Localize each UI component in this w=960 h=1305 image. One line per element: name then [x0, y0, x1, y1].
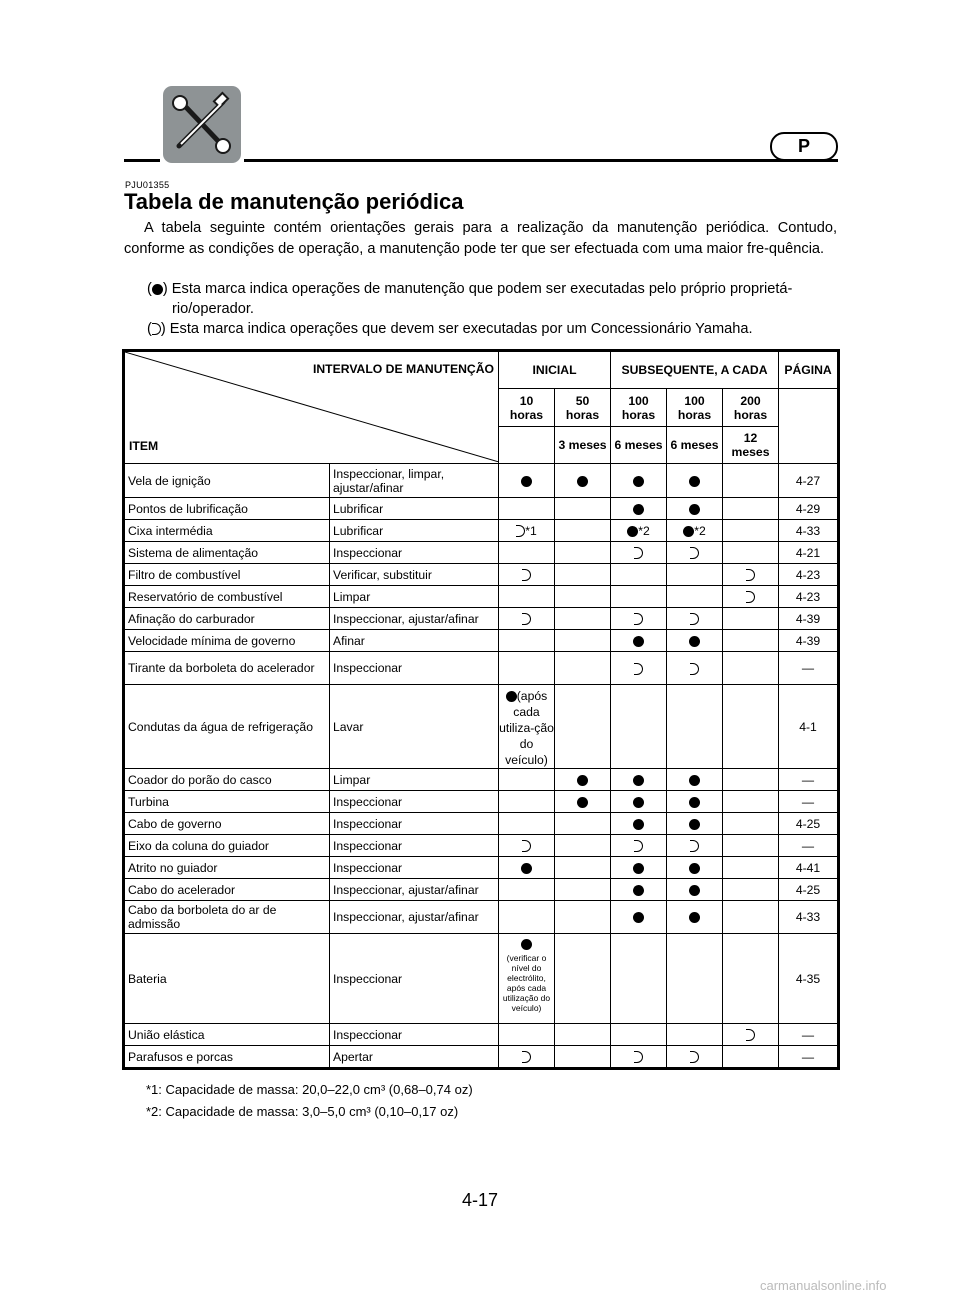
action-cell: Inspeccionar	[330, 1024, 499, 1046]
interval-cell	[555, 608, 611, 630]
interval-cell	[499, 1024, 555, 1046]
open-circle-icon	[746, 569, 755, 581]
action-cell: Inspeccionar	[330, 542, 499, 564]
footnote-2: *2: Capacidade de massa: 3,0–5,0 cm³ (0,10–0,17 oz)	[146, 1104, 459, 1119]
interval-cell	[499, 542, 555, 564]
interval-cell	[723, 835, 779, 857]
filled-circle-icon	[577, 797, 588, 808]
item-cell: Cabo de governo	[125, 813, 330, 835]
open-circle-icon	[152, 323, 161, 335]
interval-cell	[499, 586, 555, 608]
interval-cell	[611, 934, 667, 1024]
table-row	[125, 464, 838, 498]
interval-cell	[555, 879, 611, 901]
interval-cell	[499, 813, 555, 835]
page-ref-cell: —	[779, 1024, 838, 1046]
filled-circle-icon	[633, 636, 644, 647]
page-ref-cell: 4-1	[779, 685, 838, 769]
interval-cell	[667, 498, 723, 520]
interval-cell	[499, 685, 555, 769]
page-ref-cell: —	[779, 769, 838, 791]
open-circle-icon	[634, 840, 643, 852]
open-circle-icon	[634, 613, 643, 625]
interval-cell	[611, 901, 667, 934]
interval-cell	[555, 586, 611, 608]
mark-note: (após cada utiliza-ção do veículo)	[499, 689, 554, 767]
interval-cell	[555, 813, 611, 835]
page-title: Tabela de manutenção periódica	[124, 189, 464, 214]
page-ref-cell: 4-25	[779, 879, 838, 901]
page-ref-cell: 4-41	[779, 857, 838, 879]
hours-1: 50 horas	[555, 389, 611, 427]
header-diagonal-cell	[125, 352, 499, 464]
table-row	[125, 685, 838, 769]
legend-owner: ( ) Esta marca indica operações de manutenção que podem ser executadas pelo próprio proprietá-	[147, 281, 793, 297]
interval-cell	[667, 564, 723, 586]
page-ref-cell: 4-39	[779, 630, 838, 652]
page-ref-cell: —	[779, 791, 838, 813]
filled-circle-icon	[633, 476, 644, 487]
interval-cell	[555, 498, 611, 520]
interval-cell	[611, 608, 667, 630]
item-cell: Cabo do acelerador	[125, 879, 330, 901]
interval-cell	[667, 608, 723, 630]
page-ref-cell: 4-27	[779, 464, 838, 498]
page-ref-cell: 4-23	[779, 564, 838, 586]
mark-note: (verificar o nível do electrólito, após cada utilização do veículo)	[502, 953, 551, 1013]
page-ref-cell: 4-33	[779, 520, 838, 542]
filled-circle-icon	[689, 885, 700, 896]
filled-circle-icon	[689, 476, 700, 487]
interval-cell	[667, 769, 723, 791]
interval-cell	[611, 835, 667, 857]
interval-cell	[723, 791, 779, 813]
mark-note: *1	[525, 523, 537, 538]
interval-cell	[611, 879, 667, 901]
filled-circle-icon	[689, 797, 700, 808]
item-cell: Tirante da borboleta do acelerador	[125, 652, 330, 685]
maintenance-table	[124, 351, 838, 1068]
item-cell: Cabo da borboleta do ar de admissão	[125, 901, 330, 934]
interval-cell	[667, 857, 723, 879]
interval-cell	[611, 464, 667, 498]
hours-3: 100 horas	[667, 389, 723, 427]
filled-circle-icon	[633, 819, 644, 830]
interval-cell	[499, 1046, 555, 1068]
interval-cell	[555, 542, 611, 564]
interval-cell	[723, 813, 779, 835]
filled-circle-icon	[633, 912, 644, 923]
interval-cell	[723, 498, 779, 520]
initial-header: INICIAL	[499, 352, 611, 389]
interval-cell	[667, 685, 723, 769]
interval-cell	[723, 608, 779, 630]
subsequent-header: SUBSEQUENTE, A CADA	[611, 352, 779, 389]
action-cell: Inspeccionar, limpar, ajustar/afinar	[330, 464, 499, 498]
interval-cell	[723, 901, 779, 934]
action-cell: Afinar	[330, 630, 499, 652]
open-circle-icon	[522, 569, 531, 581]
filled-circle-icon	[633, 885, 644, 896]
mark-note: *2	[694, 523, 706, 538]
interval-cell	[555, 1046, 611, 1068]
item-cell: Atrito no guiador	[125, 857, 330, 879]
table-row	[125, 586, 838, 608]
open-circle-icon	[690, 1051, 699, 1063]
table-row	[125, 791, 838, 813]
action-cell: Inspeccionar	[330, 835, 499, 857]
interval-cell	[723, 542, 779, 564]
months-2: 6 meses	[611, 427, 667, 464]
interval-cell	[667, 520, 723, 542]
interval-cell	[723, 934, 779, 1024]
table-row	[125, 901, 838, 934]
item-cell: Reservatório de combustível	[125, 586, 330, 608]
interval-cell	[611, 542, 667, 564]
interval-cell	[611, 813, 667, 835]
interval-cell	[499, 564, 555, 586]
table-row	[125, 813, 838, 835]
interval-cell	[499, 498, 555, 520]
footnote-1: *1: Capacidade de massa: 20,0–22,0 cm³ (0,68–0,74 oz)	[146, 1082, 473, 1097]
interval-cell	[499, 652, 555, 685]
page-ref-cell: 4-29	[779, 498, 838, 520]
action-cell: Inspeccionar	[330, 857, 499, 879]
page-header-blank	[779, 389, 838, 464]
table-row	[125, 769, 838, 791]
months-0	[499, 427, 555, 464]
interval-cell	[667, 879, 723, 901]
page-ref-cell: —	[779, 652, 838, 685]
interval-cell	[723, 1046, 779, 1068]
page-ref-cell: 4-23	[779, 586, 838, 608]
interval-cell	[611, 1046, 667, 1068]
interval-cell	[555, 857, 611, 879]
open-circle-icon	[690, 663, 699, 675]
action-cell: Inspeccionar, ajustar/afinar	[330, 879, 499, 901]
action-cell: Inspeccionar	[330, 934, 499, 1024]
action-cell: Lubrificar	[330, 520, 499, 542]
interval-cell	[611, 586, 667, 608]
open-circle-icon	[522, 1051, 531, 1063]
open-circle-icon	[634, 663, 643, 675]
section-code: PJU01355	[125, 180, 170, 190]
action-cell: Limpar	[330, 586, 499, 608]
action-cell: Inspeccionar	[330, 813, 499, 835]
legend-dealer-text: Esta marca indica operações que devem ser executadas por um Concessionário Yamaha.	[169, 321, 753, 337]
interval-cell	[499, 630, 555, 652]
interval-cell	[667, 813, 723, 835]
action-cell: Lavar	[330, 685, 499, 769]
open-circle-icon	[522, 840, 531, 852]
item-cell: Sistema de alimentação	[125, 542, 330, 564]
interval-cell	[499, 464, 555, 498]
filled-circle-icon	[521, 863, 532, 874]
interval-cell	[555, 901, 611, 934]
item-cell: Afinação do carburador	[125, 608, 330, 630]
page-number: 4-17	[461, 1190, 499, 1210]
wrench-screwdriver-icon	[163, 86, 241, 163]
interval-cell	[723, 586, 779, 608]
page-ref-cell: —	[779, 1046, 838, 1068]
watermark: carmanualsonline.info	[760, 1278, 887, 1293]
filled-circle-icon	[633, 775, 644, 786]
open-circle-icon	[746, 1029, 755, 1041]
filled-circle-icon	[521, 939, 532, 950]
interval-cell	[499, 835, 555, 857]
interval-cell	[555, 564, 611, 586]
interval-cell	[667, 652, 723, 685]
filled-circle-icon	[506, 691, 517, 702]
table-row	[125, 652, 838, 685]
interval-cell	[555, 685, 611, 769]
open-circle-icon	[634, 547, 643, 559]
interval-cell	[667, 1024, 723, 1046]
months-3: 6 meses	[667, 427, 723, 464]
item-cell: União elástica	[125, 1024, 330, 1046]
interval-cell	[611, 630, 667, 652]
interval-cell	[723, 857, 779, 879]
page-ref-cell: 4-35	[779, 934, 838, 1024]
action-cell: Limpar	[330, 769, 499, 791]
interval-cell	[723, 564, 779, 586]
page-ref-cell: 4-25	[779, 813, 838, 835]
filled-circle-icon	[683, 526, 694, 537]
item-cell: Cixa intermédia	[125, 520, 330, 542]
interval-cell	[555, 835, 611, 857]
interval-cell	[723, 464, 779, 498]
item-cell: Vela de ignição	[125, 464, 330, 498]
open-circle-icon	[634, 1051, 643, 1063]
filled-circle-icon	[577, 775, 588, 786]
interval-cell	[555, 791, 611, 813]
open-circle-icon	[690, 840, 699, 852]
interval-cell	[555, 652, 611, 685]
filled-circle-icon	[152, 284, 163, 295]
interval-cell	[611, 564, 667, 586]
item-cell: Parafusos e porcas	[125, 1046, 330, 1068]
table-row	[125, 879, 838, 901]
page-ref-cell: 4-21	[779, 542, 838, 564]
interval-cell	[499, 769, 555, 791]
table-row	[125, 835, 838, 857]
filled-circle-icon	[633, 504, 644, 515]
table-row	[125, 542, 838, 564]
item-cell: Coador do porão do casco	[125, 769, 330, 791]
interval-cell	[723, 630, 779, 652]
header-rule-right	[244, 159, 838, 162]
hours-4: 200 horas	[723, 389, 779, 427]
interval-cell	[555, 520, 611, 542]
filled-circle-icon	[577, 476, 588, 487]
table-row	[125, 498, 838, 520]
filled-circle-icon	[689, 863, 700, 874]
item-cell: Bateria	[125, 934, 330, 1024]
legend-dealer: ( ) Esta marca indica operações que devem ser executadas por um Concessionário Yamaha.	[147, 321, 753, 337]
item-cell: Turbina	[125, 791, 330, 813]
interval-cell	[611, 857, 667, 879]
interval-cell	[499, 520, 555, 542]
months-4: 12 meses	[723, 427, 779, 464]
interval-cell	[499, 934, 555, 1024]
table-row	[125, 1046, 838, 1068]
interval-cell	[611, 652, 667, 685]
action-cell: Verificar, substituir	[330, 564, 499, 586]
interval-cell	[667, 630, 723, 652]
interval-cell	[667, 934, 723, 1024]
interval-cell	[667, 1046, 723, 1068]
interval-cell	[667, 542, 723, 564]
hours-2: 100 horas	[611, 389, 667, 427]
action-cell: Apertar	[330, 1046, 499, 1068]
table-row	[125, 520, 838, 542]
interval-cell	[667, 791, 723, 813]
action-cell: Inspeccionar	[330, 652, 499, 685]
interval-cell	[667, 901, 723, 934]
interval-cell	[611, 498, 667, 520]
hours-0: 10 horas	[499, 389, 555, 427]
interval-cell	[499, 901, 555, 934]
filled-circle-icon	[689, 819, 700, 830]
table-row	[125, 630, 838, 652]
open-circle-icon	[746, 591, 755, 603]
item-label: ITEM	[129, 439, 159, 453]
interval-cell	[611, 520, 667, 542]
table-row	[125, 934, 838, 1024]
open-circle-icon	[690, 613, 699, 625]
months-1: 3 meses	[555, 427, 611, 464]
language-tag: P	[770, 132, 838, 161]
interval-label: INTERVALO DE MANUTENÇÃO	[312, 362, 494, 376]
page-ref-cell: —	[779, 835, 838, 857]
filled-circle-icon	[689, 912, 700, 923]
action-cell: Inspeccionar, ajustar/afinar	[330, 901, 499, 934]
filled-circle-icon	[633, 863, 644, 874]
filled-circle-icon	[689, 504, 700, 515]
interval-cell	[667, 464, 723, 498]
open-circle-icon	[516, 525, 525, 537]
interval-cell	[667, 586, 723, 608]
page-ref-cell: 4-33	[779, 901, 838, 934]
interval-cell	[499, 857, 555, 879]
table-row	[125, 857, 838, 879]
action-cell: Inspeccionar, ajustar/afinar	[330, 608, 499, 630]
interval-cell	[611, 1024, 667, 1046]
filled-circle-icon	[689, 636, 700, 647]
open-circle-icon	[690, 547, 699, 559]
intro-paragraph: A tabela seguinte contém orientações gerais para a realização da manutenção periódica. Contudo, conforme as condições de operação, a manutenção pode ter que ser efectuada com uma maior fre-quência.	[124, 220, 837, 257]
legend-owner-cont: rio/operador.	[172, 301, 254, 317]
item-cell: Condutas da água de refrigeração	[125, 685, 330, 769]
interval-cell	[555, 630, 611, 652]
item-cell: Velocidade mínima de governo	[125, 630, 330, 652]
interval-cell	[499, 879, 555, 901]
table-row	[125, 564, 838, 586]
page-ref-cell: 4-39	[779, 608, 838, 630]
interval-cell	[499, 608, 555, 630]
filled-circle-icon	[633, 797, 644, 808]
table-row	[125, 1024, 838, 1046]
filled-circle-icon	[627, 526, 638, 537]
interval-cell	[667, 835, 723, 857]
interval-cell	[723, 879, 779, 901]
item-cell: Eixo da coluna do guiador	[125, 835, 330, 857]
interval-cell	[611, 769, 667, 791]
action-cell: Lubrificar	[330, 498, 499, 520]
interval-cell	[555, 464, 611, 498]
interval-cell	[611, 685, 667, 769]
open-circle-icon	[522, 613, 531, 625]
page-header: PÁGINA	[779, 352, 838, 389]
interval-cell	[555, 769, 611, 791]
legend-owner-text: Esta marca indica operações de manutenção que podem ser executadas pelo próprio proprietá-	[171, 281, 793, 297]
interval-cell	[723, 1024, 779, 1046]
interval-cell	[723, 769, 779, 791]
item-cell: Pontos de lubrificação	[125, 498, 330, 520]
interval-cell	[499, 791, 555, 813]
table-row	[125, 608, 838, 630]
interval-cell	[723, 685, 779, 769]
interval-cell	[723, 520, 779, 542]
filled-circle-icon	[689, 775, 700, 786]
interval-cell	[555, 1024, 611, 1046]
action-cell: Inspeccionar	[330, 791, 499, 813]
interval-cell	[555, 934, 611, 1024]
header-rule-left	[124, 159, 160, 162]
item-cell: Filtro de combustível	[125, 564, 330, 586]
filled-circle-icon	[521, 476, 532, 487]
interval-cell	[611, 791, 667, 813]
mark-note: *2	[638, 523, 650, 538]
interval-cell	[723, 652, 779, 685]
